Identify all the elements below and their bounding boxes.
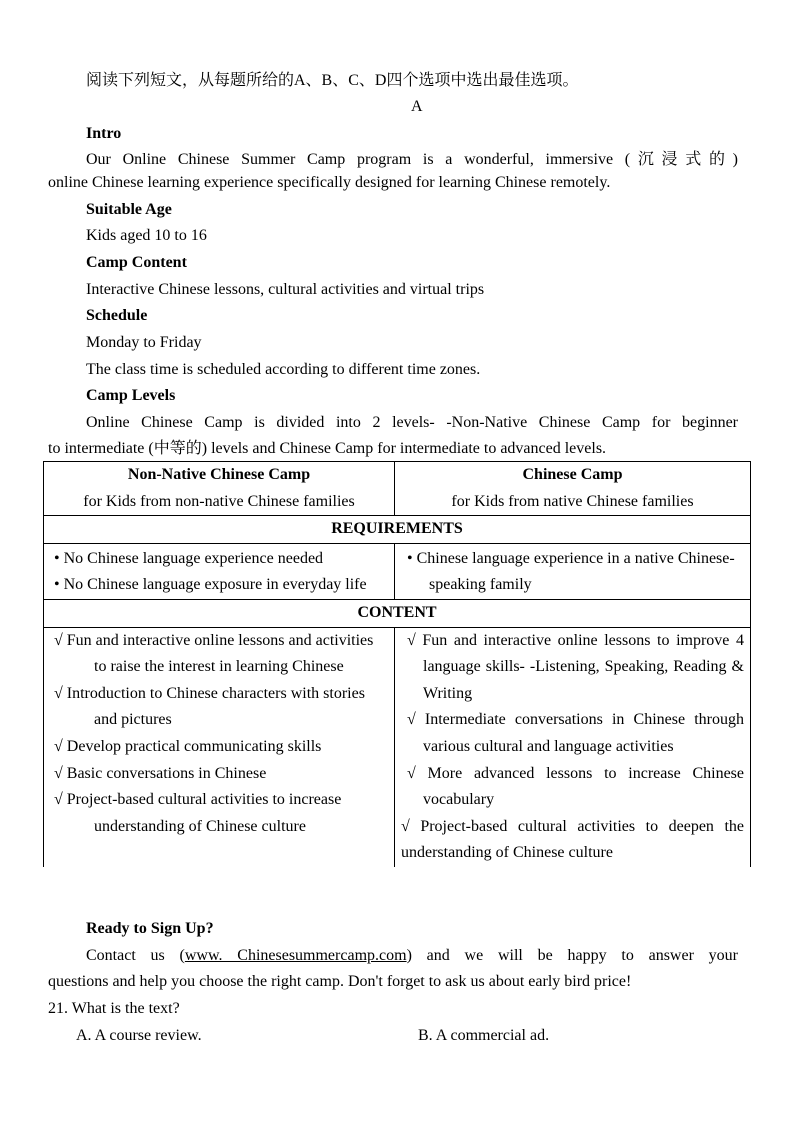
col2-title: Chinese Camp	[522, 466, 623, 483]
table-header-row	[44, 462, 751, 516]
list-item: √ Fun and interactive online lessons to improve 4 language skills- -Listening, Speaking, Reading & Writing	[407, 631, 744, 702]
list-item: • Chinese language experience in a native Chinese-speaking family	[407, 549, 735, 594]
schedule-line-1: Monday to Friday	[86, 334, 202, 351]
list-item: √ More advanced lessons to increase Chinese vocabulary	[407, 764, 744, 809]
camp-levels-line-2: to intermediate (中等的) levels and Chinese Camp for intermediate to advanced levels.	[48, 440, 607, 457]
intro-line-1: Our Online Chinese Summer Camp program is a wonderful, immersive (沉浸式的)	[86, 151, 738, 168]
contact-suffix: ) and we will be happy to answer your	[406, 947, 738, 964]
col2-subtitle: for Kids from native Chinese families	[451, 492, 694, 510]
list-item: √ Project-based cultural activities to increase understanding of Chinese culture	[54, 791, 342, 835]
col1-content	[44, 627, 395, 867]
question-stem: 21. What is the text?	[48, 1000, 180, 1017]
camp-levels-line-1: Online Chinese Camp is divided into 2 levels- -Non-Native Chinese Camp for beginner	[86, 414, 738, 431]
col2-content	[395, 627, 751, 867]
col1-header	[44, 462, 395, 516]
passage-label: A	[411, 98, 423, 115]
suitable-age-heading: Suitable Age	[86, 201, 172, 218]
schedule-line-2: The class time is scheduled according to different time zones.	[86, 361, 481, 378]
schedule-heading: Schedule	[86, 307, 148, 324]
list-item: • No Chinese language exposure in everyday life	[54, 576, 367, 594]
list-item: √ Develop practical communicating skills	[54, 737, 322, 755]
content-label: CONTENT	[44, 599, 751, 627]
col2-header	[395, 462, 751, 516]
list-item: • No Chinese language experience needed	[54, 549, 324, 567]
option-b: B. A commercial ad.	[418, 1027, 550, 1044]
signup-heading: Ready to Sign Up?	[86, 920, 214, 937]
list-item: √ Introduction to Chinese characters with stories and pictures	[54, 684, 365, 729]
suitable-age-text: Kids aged 10 to 16	[86, 227, 207, 244]
list-item: √ Intermediate conversations in Chinese through various cultural and language activities	[407, 711, 744, 755]
col2-requirements	[395, 543, 751, 599]
website-link[interactable]: www. Chinesesummercamp.com	[184, 947, 407, 964]
list-item: √ Project-based cultural activities to deepen the understanding of Chinese culture	[401, 817, 744, 862]
signup-line-1	[86, 946, 738, 966]
requirements-label-row	[44, 516, 751, 544]
signup-line-2: questions and help you choose the right camp. Don't forget to ask us about early bird price!	[48, 973, 632, 990]
col1-subtitle: for Kids from non-native Chinese families	[83, 492, 355, 510]
col1-title: Non-Native Chinese Camp	[127, 466, 311, 483]
list-item: √ Basic conversations in Chinese	[54, 764, 267, 782]
instruction-text: 阅读下列短文，从每题所给的A、B、C、D四个选项中选出最佳选项。	[86, 72, 579, 89]
contact-prefix: Contact us (	[86, 947, 185, 964]
list-item: √ Fun and interactive online lessons and activities to raise the interest in learning Chinese	[54, 631, 374, 676]
requirements-row	[44, 543, 751, 599]
camp-content-heading: Camp Content	[86, 254, 187, 271]
content-row	[44, 627, 751, 867]
camp-content-text: Interactive Chinese lessons, cultural activities and virtual trips	[86, 281, 485, 298]
option-a: A. A course review.	[76, 1027, 202, 1044]
camp-levels-heading: Camp Levels	[86, 387, 176, 404]
camp-comparison-table	[43, 461, 751, 867]
intro-line-2: online Chinese learning experience specifically designed for learning Chinese remotely.	[48, 174, 611, 191]
requirements-label: REQUIREMENTS	[44, 516, 751, 544]
content-label-row	[44, 599, 751, 627]
col1-requirements	[44, 543, 395, 599]
intro-heading: Intro	[86, 125, 122, 142]
